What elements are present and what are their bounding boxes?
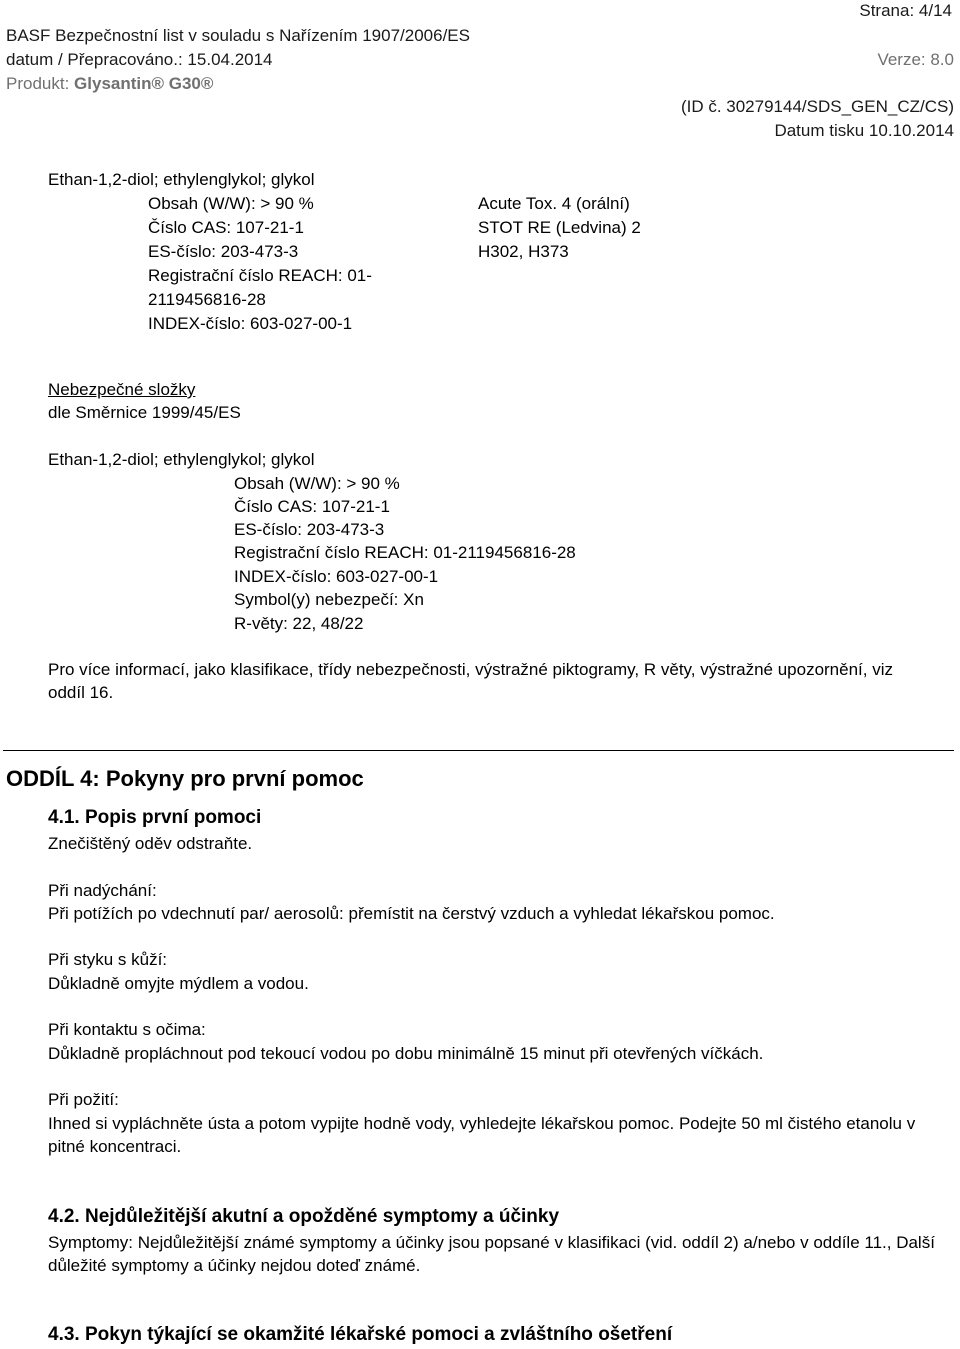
subsection-4-2-title: 4.2. Nejdůležitější akutní a opožděné symptomy a účinky — [48, 1206, 560, 1227]
ingestion-label: Při požití: — [48, 1090, 119, 1109]
ingredient-index: INDEX-číslo: 603-027-00-1 — [148, 314, 353, 333]
classification-acute-tox: Acute Tox. 4 (orální) — [478, 194, 630, 213]
eye-contact-label: Při kontaktu s očima: — [48, 1020, 206, 1039]
directive-symbols: Symbol(y) nebezpečí: Xn — [234, 590, 424, 609]
ingredient-content: Obsah (W/W): > 90 % — [148, 194, 314, 213]
directive-ingredient-name: Ethan-1,2-diol; ethylenglykol; glykol — [48, 450, 315, 469]
skin-contact-text: Důkladně omyjte mýdlem a vodou. — [48, 974, 309, 993]
page-number: Strana: 4/14 — [859, 1, 952, 20]
classification-stot: STOT RE (Ledvina) 2 — [478, 218, 641, 237]
product-label: Produkt: — [6, 74, 75, 93]
first-aid-intro: Znečištěný oděv odstraňte. — [48, 834, 253, 853]
section-4-title: ODDÍL 4: Pokyny pro první pomoc — [6, 766, 364, 791]
subsection-4-3-title: 4.3. Pokyn týkající se okamžité lékařské pomoci a zvláštního ošetření — [48, 1324, 673, 1345]
directive-es: ES-číslo: 203-473-3 — [234, 520, 385, 539]
ingredient-name: Ethan-1,2-diol; ethylenglykol; glykol — [48, 170, 315, 189]
directive-r-phrases: R-věty: 22, 48/22 — [234, 614, 364, 633]
revision-date: datum / Přepracováno.: 15.04.2014 — [6, 50, 273, 69]
directive-subheading: dle Směrnice 1999/45/ES — [48, 403, 241, 422]
product-line — [6, 73, 213, 95]
section-divider — [3, 750, 954, 751]
ingredient-cas: Číslo CAS: 107-21-1 — [148, 218, 304, 237]
directive-reach: Registrační číslo REACH: 01-2119456816-28 — [234, 543, 576, 562]
inhalation-label: Při nadýchání: — [48, 881, 157, 900]
ingestion-text: Ihned si vypláchněte ústa a potom vypijte hodně vody, vyhledejte lékařskou pomoc. Podejte 50 ml čistého etanolu v pitné koncentraci. — [48, 1114, 916, 1156]
hazardous-components-heading: Nebezpečné složky — [48, 380, 196, 399]
version: Verze: 8.0 — [877, 50, 954, 69]
classification-h-statements: H302, H373 — [478, 242, 569, 261]
skin-contact-label: Při styku s kůží: — [48, 950, 168, 969]
document-title: BASF Bezpečnostní list v souladu s Nařízením 1907/2006/ES — [6, 26, 470, 45]
symptoms-paragraph: Symptomy: Nejdůležitější známé symptomy a účinky jsou popsané v klasifikaci (vid. oddíl 2) a/nebo v oddíle 11., Další důležité symptomy a účinky nejdou doteď známé. — [48, 1233, 935, 1275]
ingredient-reach-cont: 2119456816-28 — [148, 290, 266, 309]
subsection-4-1-title: 4.1. Popis první pomoci — [48, 807, 262, 828]
directive-cas: Číslo CAS: 107-21-1 — [234, 497, 390, 516]
product-name: Glysantin® G30® — [74, 74, 214, 93]
ingredient-es: ES-číslo: 203-473-3 — [148, 242, 299, 261]
ingredient-reach: Registrační číslo REACH: 01- — [148, 266, 372, 285]
directive-content: Obsah (W/W): > 90 % — [234, 474, 400, 493]
eye-contact-text: Důkladně propláchnout pod tekoucí vodou po dobu minimálně 15 minut při otevřených víčkách. — [48, 1044, 764, 1063]
directive-index: INDEX-číslo: 603-027-00-1 — [234, 567, 439, 586]
more-info-paragraph: Pro více informací, jako klasifikace, třídy nebezpečnosti, výstražné piktogramy, R věty, výstražné upozornění, viz oddíl 16. — [48, 660, 893, 702]
document-id: (ID č. 30279144/SDS_GEN_CZ/CS) — [680, 97, 954, 116]
inhalation-text: Při potížích po vdechnutí par/ aerosolů: přemístit na čerstvý vzduch a vyhledat lékařskou pomoc. — [48, 904, 775, 923]
print-date: Datum tisku 10.10.2014 — [774, 121, 954, 140]
